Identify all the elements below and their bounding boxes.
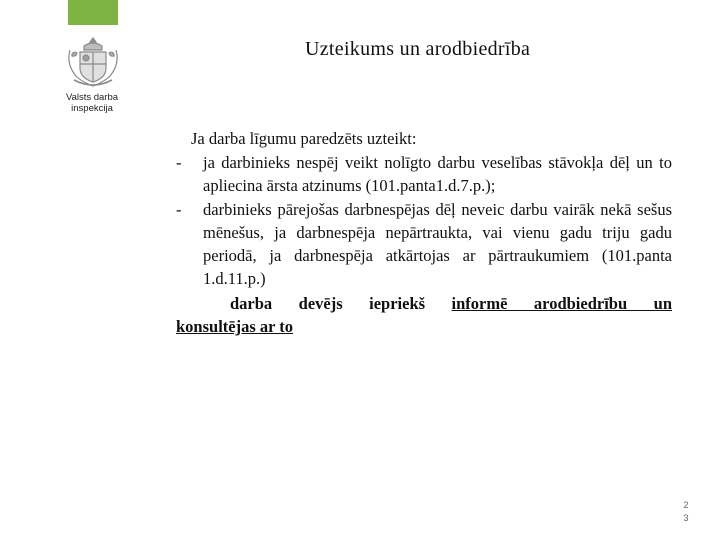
list-item	[176, 151, 672, 197]
org-name	[52, 92, 132, 114]
bullet-dash: -	[176, 200, 182, 219]
org-name-line1: Valsts darba	[65, 92, 119, 103]
coat-of-arms-icon	[62, 34, 124, 90]
final-statement-line1	[230, 292, 672, 315]
page-number-digit2: 3	[683, 513, 689, 523]
slide-content	[176, 127, 672, 338]
final-statement-line2: konsultējas ar to	[176, 317, 294, 336]
bullet-text: ja darbinieks nespēj veikt nolīgto darbu veselības stāvokļa dēļ un to apliecina ārsta atzinums (101.panta1.d.7.p.);	[203, 153, 672, 195]
list-item	[176, 198, 672, 290]
bullet-text: darbinieks pārejošas darbnespējas dēļ neveic darbu vairāk nekā sešus mēnešus, ja darbnespēja nepārtraukta, vai vienu gadu triju gadu periodā, ja darbnespēja atkārtojas ar pārtraukumiem (101.panta 1.d.11.p.)	[203, 200, 672, 288]
page-number-digit1: 2	[683, 500, 689, 510]
final-text-part2: informē arodbiedrību un	[451, 294, 672, 313]
bullet-dash: -	[176, 153, 182, 172]
accent-bar	[68, 0, 118, 25]
page-title: Uzteikums un arodbiedrība	[305, 38, 531, 60]
page-number	[681, 499, 691, 525]
final-text-part1: darba devējs iepriekš	[230, 294, 426, 313]
intro-text: Ja darba līgumu paredzēts uzteikt:	[191, 129, 417, 148]
org-name-line2: inspekcija	[71, 103, 113, 114]
